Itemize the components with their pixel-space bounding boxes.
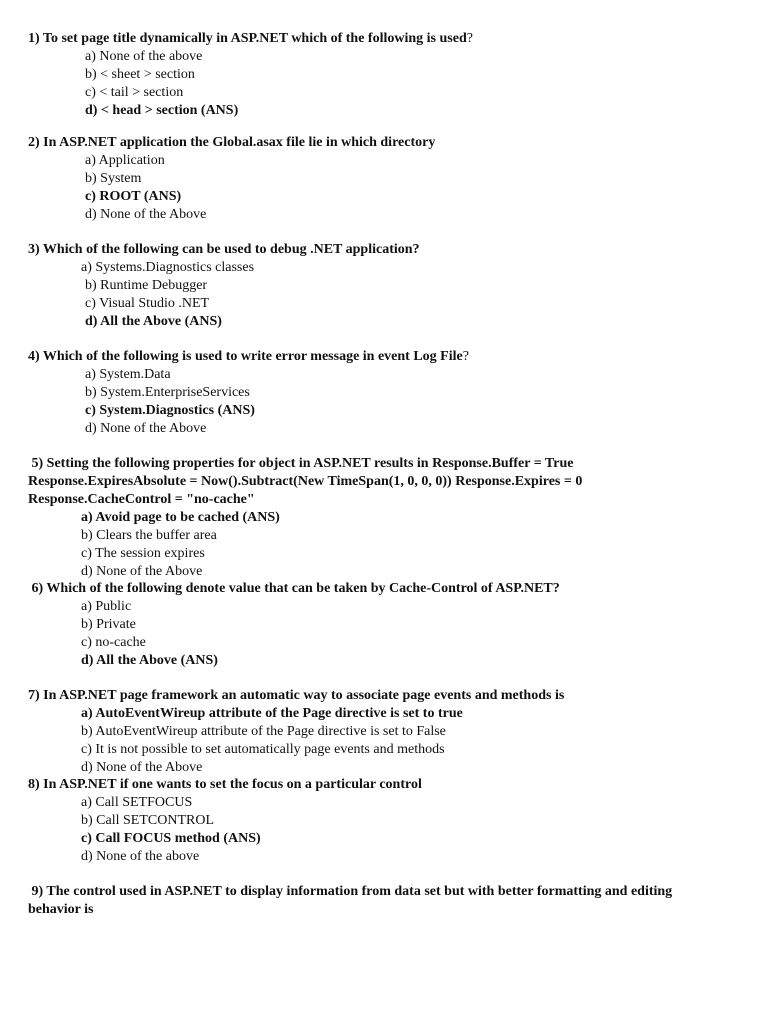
option-a: a) Systems.Diagnostics classes: [81, 260, 255, 275]
option-d: d) None of the Above: [81, 760, 203, 775]
option-a-answer: a) AutoEventWireup attribute of the Page directive is set to true: [81, 706, 463, 721]
option-a: a) None of the above: [85, 49, 203, 64]
question-5: [28, 455, 582, 581]
option-b: b) Private: [81, 617, 136, 632]
option-c-answer: c) ROOT (ANS): [85, 189, 182, 204]
option-b: b) System: [85, 171, 142, 186]
question-6: [28, 580, 560, 670]
question-8: [28, 776, 422, 866]
option-d: d) None of the Above: [81, 564, 203, 579]
option-a: a) Application: [85, 153, 165, 168]
question-3: [28, 241, 420, 331]
option-c-answer: c) System.Diagnostics (ANS): [85, 403, 255, 418]
option-b: b) Clears the buffer area: [81, 528, 217, 543]
option-d: d) None of the Above: [85, 421, 207, 436]
option-a: a) Call SETFOCUS: [81, 795, 193, 810]
question-4: [28, 348, 469, 438]
option-d: d) None of the Above: [85, 207, 207, 222]
question-2: [28, 134, 435, 224]
question-7: [28, 687, 564, 777]
question-title: 3) Which of the following can be used to debug .NET application?: [28, 242, 420, 257]
question-title: 1) To set page title dynamically in ASP.NET which of the following is used?: [28, 31, 473, 46]
option-b: b) Call SETCONTROL: [81, 813, 214, 828]
option-d-answer: d) < head > section (ANS): [85, 103, 239, 118]
option-c: c) It is not possible to set automatically page events and methods: [81, 742, 445, 757]
option-c: c) Visual Studio .NET: [85, 296, 210, 311]
question-title-line-2: behavior is: [28, 902, 94, 917]
question-title: 8) In ASP.NET if one wants to set the focus on a particular control: [28, 777, 422, 792]
option-c: c) The session expires: [81, 546, 205, 561]
option-a: a) Public: [81, 599, 132, 614]
question-title: 7) In ASP.NET page framework an automatic way to associate page events and methods is: [28, 688, 565, 703]
option-d: d) None of the above: [81, 849, 200, 864]
option-c: c) < tail > section: [85, 85, 184, 100]
option-b: b) AutoEventWireup attribute of the Page directive is set to False: [81, 724, 446, 739]
option-c-answer: c) Call FOCUS method (ANS): [81, 831, 261, 846]
question-9: [28, 883, 672, 919]
option-b: b) < sheet > section: [85, 67, 195, 82]
question-title-line-1: 9) The control used in ASP.NET to display information from data set but with better formatting and editing: [28, 884, 673, 899]
question-title-line-3: Response.CacheControl = "no-cache": [28, 492, 255, 507]
question-title-line-1: 5) Setting the following properties for object in ASP.NET results in Response.Buffer = True: [28, 456, 574, 471]
option-a: a) System.Data: [85, 367, 171, 382]
question-title: 2) In ASP.NET application the Global.asax file lie in which directory: [28, 135, 436, 150]
question-title-line-2: Response.ExpiresAbsolute = Now().Subtract(New TimeSpan(1, 0, 0, 0)) Response.Expires = 0: [28, 474, 583, 489]
option-c: c) no-cache: [81, 635, 146, 650]
question-title: 6) Which of the following denote value that can be taken by Cache-Control of ASP.NET?: [28, 581, 560, 596]
option-a-answer: a) Avoid page to be cached (ANS): [81, 510, 280, 525]
option-d-answer: d) All the Above (ANS): [85, 314, 222, 329]
option-d-answer: d) All the Above (ANS): [81, 653, 218, 668]
question-title: 4) Which of the following is used to write error message in event Log File?: [28, 349, 469, 364]
option-b: b) Runtime Debugger: [85, 278, 208, 293]
question-1: [28, 30, 473, 120]
option-b: b) System.EnterpriseServices: [85, 385, 250, 400]
